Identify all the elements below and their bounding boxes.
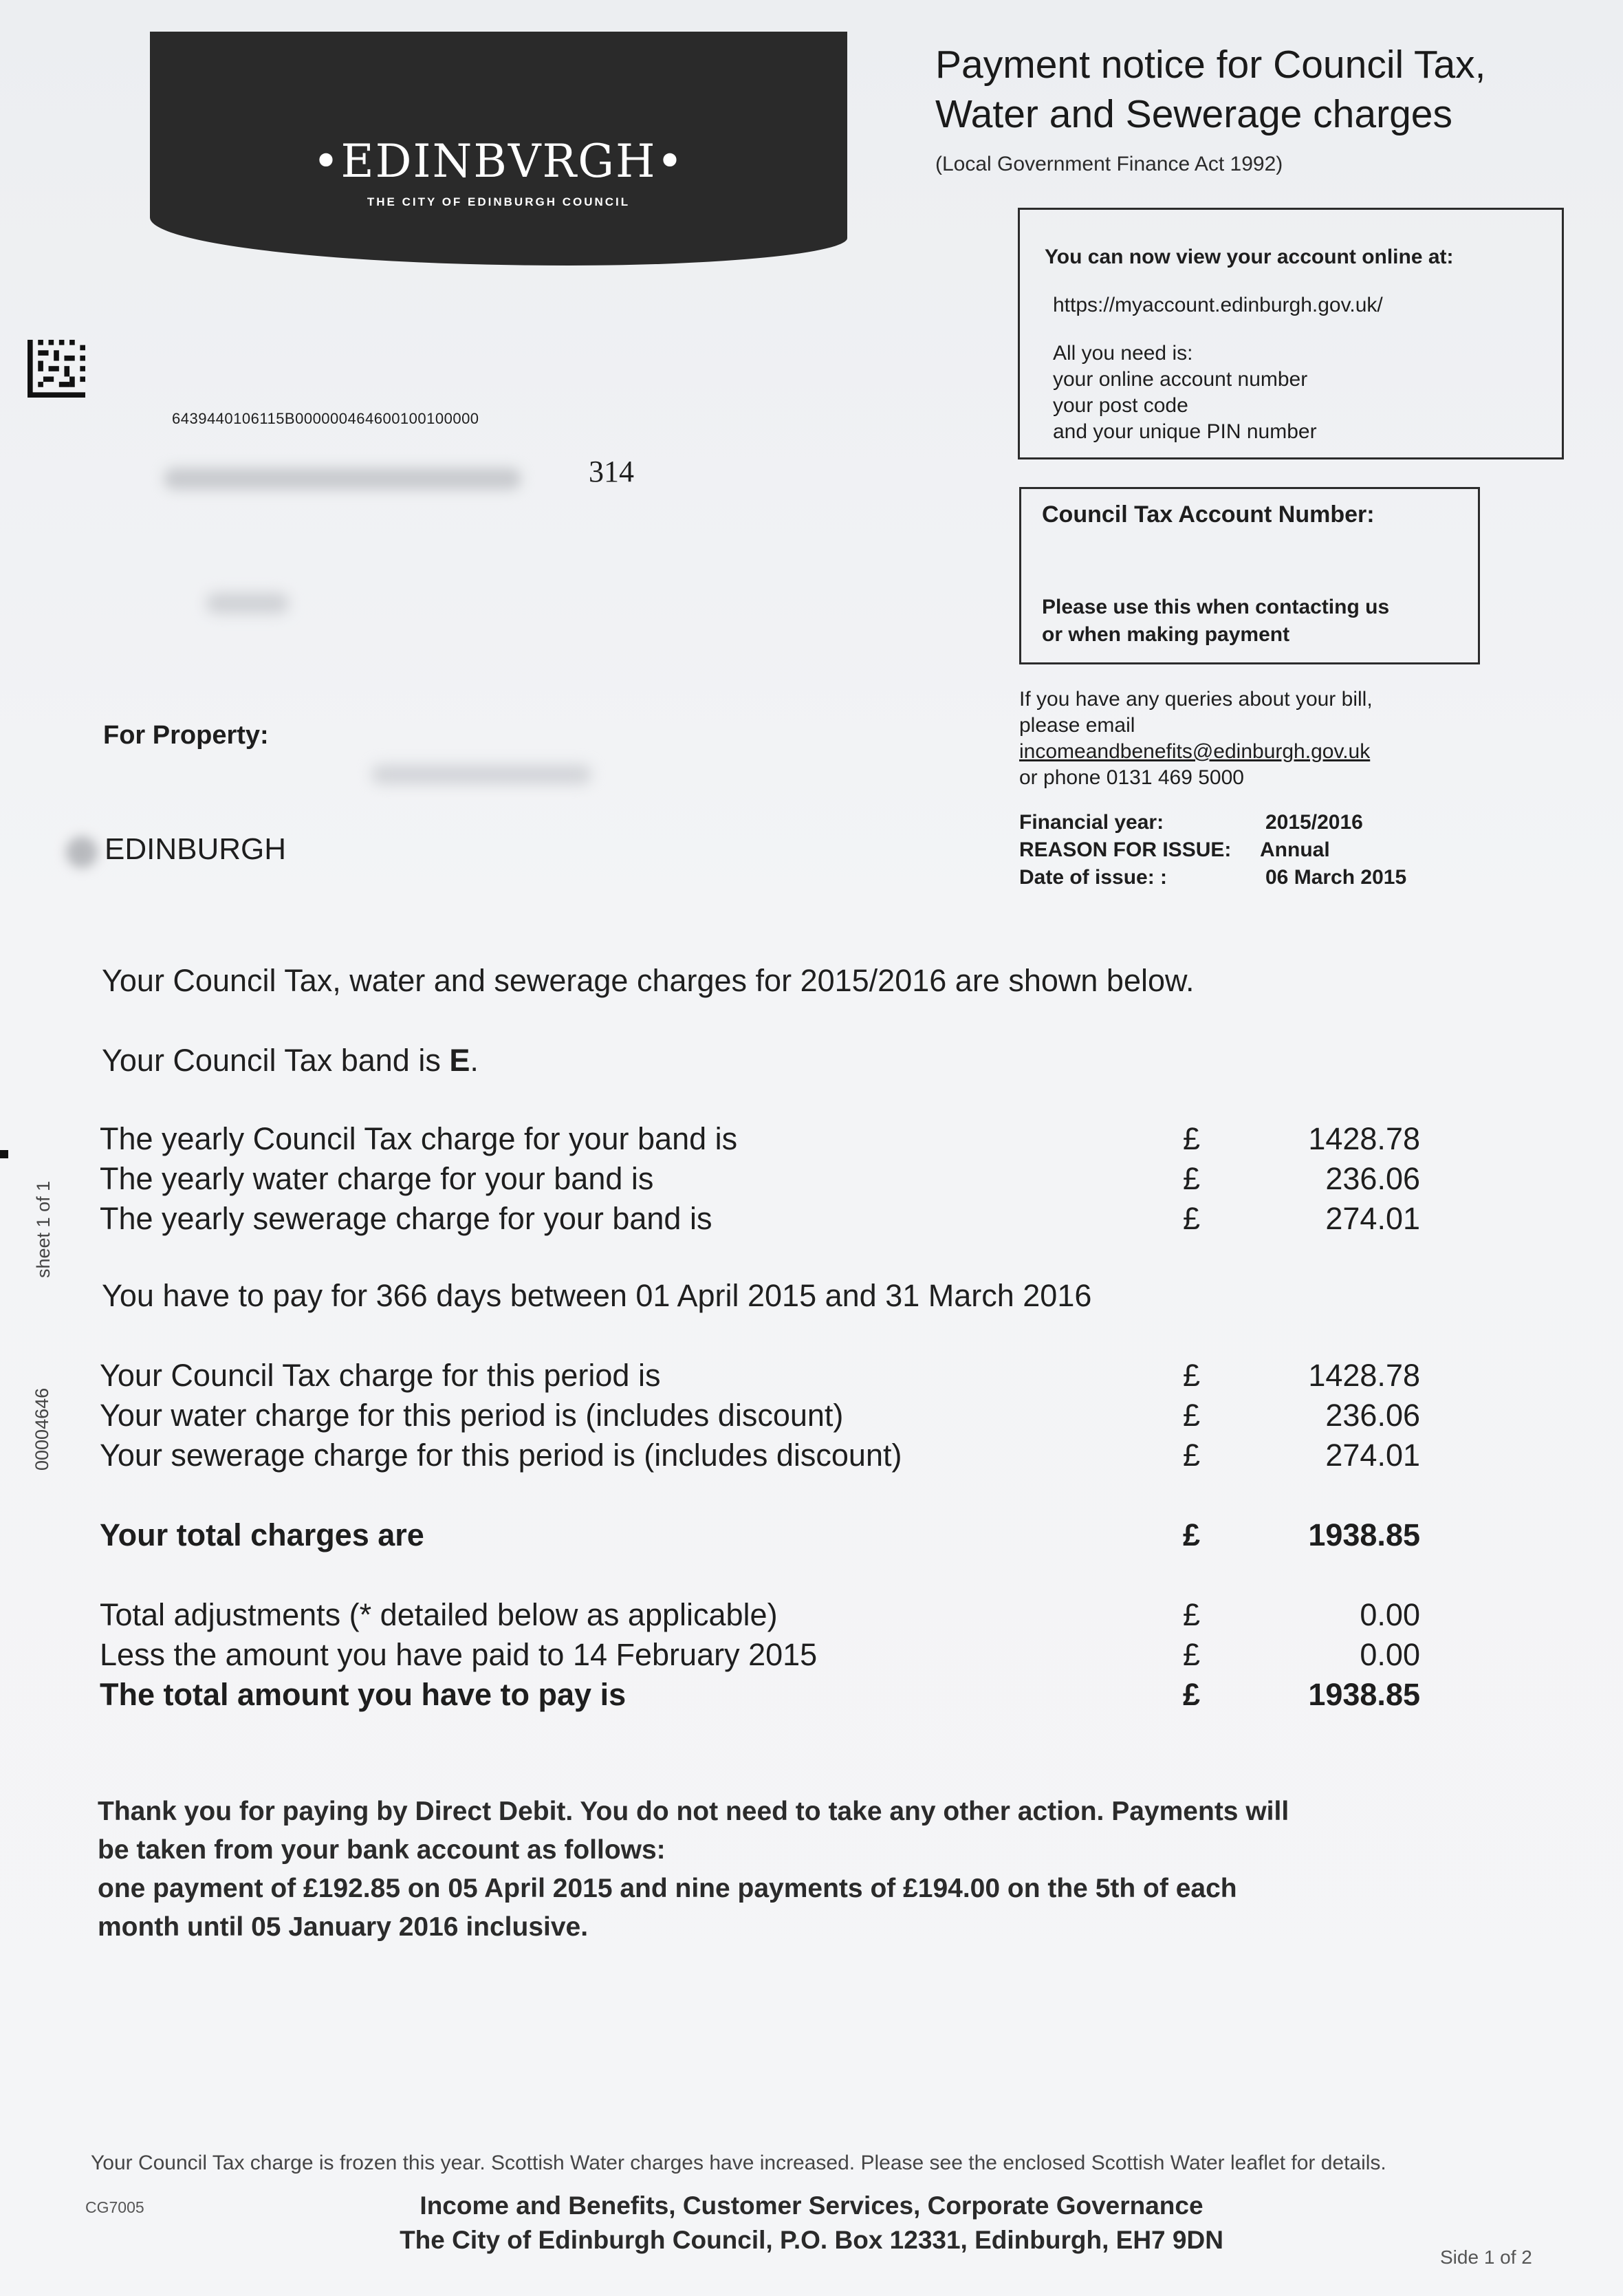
property-city: EDINBURGH <box>105 832 287 866</box>
band-letter: E <box>449 1043 470 1078</box>
contact-email-link[interactable]: incomeandbenefits@edinburgh.gov.uk <box>1019 740 1371 763</box>
document-number: 00004646 <box>32 1387 52 1471</box>
redacted-property-address <box>371 765 591 784</box>
online-account-heading: You can now view your account online at: <box>1045 246 1454 268</box>
charge-row: Your Council Tax charge for this period is £ 1428.78 <box>100 1358 1420 1393</box>
online-account-box <box>1018 208 1564 459</box>
notice-title: Payment notice for Council Tax, Water and Sewerage charges <box>935 43 1486 136</box>
for-property-label: For Property: <box>103 721 269 750</box>
charges-note: Your Council Tax charge is frozen this year. Scottish Water charges have increased. Please see the enclosed Scottish Water leaflet for details. <box>91 2152 1386 2174</box>
online-account-url[interactable]: https://myaccount.edinburgh.gov.uk/ <box>1053 294 1383 316</box>
amount-to-pay-row: The total amount you have to pay is £ 1938.85 <box>100 1677 1420 1712</box>
redacted-mark <box>66 836 98 868</box>
footer-address: Income and Benefits, Customer Services, Corporate Governance The City of Edinburgh Council, P.O. Box 12331, Edinburgh, EH7 9DN <box>400 2191 1223 2254</box>
account-number-heading: Council Tax Account Number: <box>1042 501 1375 528</box>
direct-debit-notice: Thank you for paying by Direct Debit. You do not need to take any other action. Payments will be taken from your bank account as follows: one payment of £192.85 on 05 April 2015 and nine payments of £194.00 on the 5th of each month until 05 January 2016 inclusive. <box>98 1797 1289 1942</box>
charges-intro: Your Council Tax, water and sewerage charges for 2015/2016 are shown below. <box>102 963 1195 998</box>
account-number-note: Please use this when contacting us or when making payment <box>1042 596 1390 646</box>
council-tax-band: Your Council Tax band is E. <box>102 1043 479 1078</box>
barcode-reference-number: 6439440106115B000000464600100100000 <box>172 410 479 427</box>
charge-row: The yearly Council Tax charge for your band is £ 1428.78 <box>100 1121 1420 1156</box>
sort-code: 314 <box>589 455 634 488</box>
charge-row: Your sewerage charge for this period is (includes discount) £ 274.01 <box>100 1438 1420 1473</box>
adjustments <box>100 1597 1441 1717</box>
total-charges-row: Your total charges are £ 1938.85 <box>100 1517 1420 1552</box>
edinburgh-council-logo <box>150 32 847 266</box>
account-number-box <box>1019 487 1480 664</box>
page-side: Side 1 of 2 <box>1440 2246 1532 2268</box>
period-charges <box>100 1358 1441 1477</box>
charge-row: Your water charge for this period is (includes discount) £ 236.06 <box>100 1398 1420 1433</box>
yearly-charges <box>100 1121 1441 1241</box>
charge-period: You have to pay for 366 days between 01 April 2015 and 31 March 2016 <box>102 1278 1092 1313</box>
redacted-address-line <box>206 593 289 614</box>
redacted-name <box>164 468 521 490</box>
charge-row: The yearly sewerage charge for your band is £ 274.01 <box>100 1201 1420 1236</box>
datamatrix-barcode <box>26 340 87 398</box>
logo-subtitle: THE CITY OF EDINBURGH COUNCIL <box>367 195 631 208</box>
fold-mark <box>0 1150 8 1158</box>
total-charges <box>100 1517 1441 1557</box>
contact-phone: or phone 0131 469 5000 <box>1019 766 1244 789</box>
logo-wordmark: •EDINBVRGH• <box>312 135 685 188</box>
online-account-requirements: All you need is: your online account number your post code and your unique PIN number <box>1053 342 1317 443</box>
charge-row: The yearly water charge for your band is £ 236.06 <box>100 1161 1420 1196</box>
queries-contact: If you have any queries about your bill, please email incomeandbenefits@edinburgh.gov.uk or phone 0131 469 5000 <box>1019 686 1373 791</box>
charge-row: Less the amount you have paid to 14 February 2015 £ 0.00 <box>100 1637 1420 1672</box>
payment-notice-page: •EDINBVRGH• THE CITY OF EDINBURGH COUNCIL Payment notice for Council Tax, Water and Sewerage charges (Local Government Finance Act 1992) You can now view your account online at: https://myaccount.edinburgh.gov.uk/ All you need is: your online account number your post code and your unique PIN number Council Tax Account Number: Please use this when contacting us or when making payment If you have any queries about your bill, please email incomeandbenefits@edinburgh.gov.uk or phone 0131 469 5000 Financial year: 2015/2016 REASON FOR ISSUE: Annual Date of issue: : 06 March 2015 6439440106115B000000464600100100000 314 For Property: EDINBURGH sheet 1 of 1 00004646 Your Council Tax, water and sewerage charges for 2015/2016 are shown below. Your Council Tax band is E. The yearly Council Tax charge for your band is £ 1428.78 The yearly water charge for your band is £ 236.06 The yearly sewerage charge for your band is £ 274.01 You have to pay for 366 days between 01 April 2015 and 31 March 2016 Your Council Tax charge for this period is £ 1428.78 Your water charge for this period is (includes discount) £ 236.06 Your sewerage charge for this period is (includes discount) £ 274.01 Your total charges are £ 1938.85 Total adjustments (* detailed below as applicable) £ 0.00 Less the amount you have paid to 14 February 2015 £ 0.00 The total amount you have to pay is £ 1938.85 Thank you for paying by Direct Debit. You do not need to take any other action. Payments will be taken from your bank account as follows: one payment of £192.85 on 05 April 2015 and nine payments of £194.00 on the 5th of each month until 05 January 2016 inclusive. Your Council Tax charge is frozen this year. Scottish Water charges have increased. Please see the enclosed Scottish Water leaflet for details. CG7005 Income and Benefits, Customer Services, Corporate Governance The City of Edinburgh Council, P.O. Box 12331, Edinburgh, EH7 9DN Side 1 of 2 <box>0 0 1623 2296</box>
form-code: CG7005 <box>85 2198 144 2216</box>
charge-row: Total adjustments (* detailed below as applicable) £ 0.00 <box>100 1597 1420 1632</box>
sheet-count: sheet 1 of 1 <box>33 1180 54 1278</box>
legislation-reference: (Local Government Finance Act 1992) <box>935 153 1283 175</box>
